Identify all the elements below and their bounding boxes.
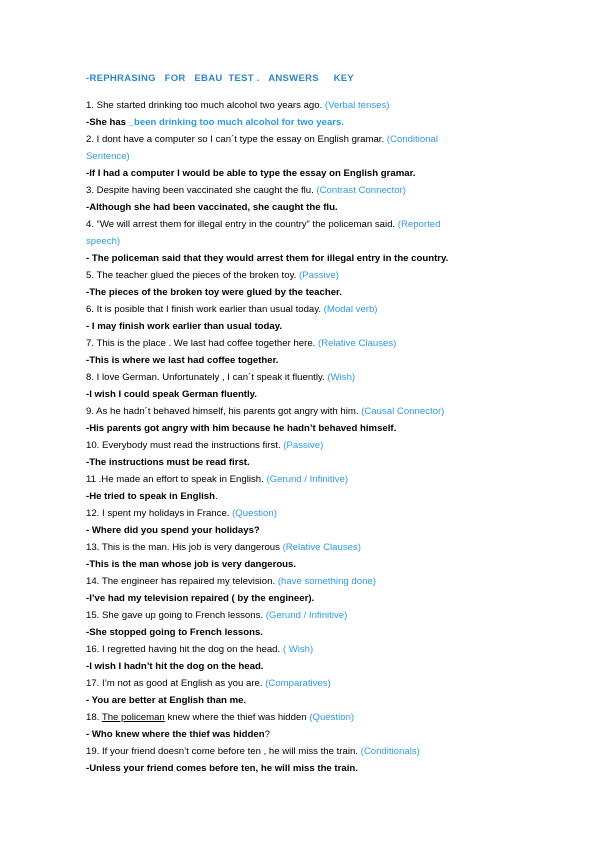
- grammar-topic-tag: (Question): [232, 508, 277, 519]
- grammar-topic-tag: (Verbal tenses): [324, 100, 390, 111]
- grammar-topic-continuation: [86, 148, 526, 165]
- answer-list: [86, 97, 526, 777]
- grammar-topic-tag: (Question): [309, 712, 355, 723]
- question-line: [86, 301, 526, 318]
- question-line: [86, 335, 526, 352]
- answer-line: [86, 726, 526, 743]
- grammar-topic-tag: (Passive): [283, 440, 324, 451]
- answer-text: - You are better at English than me.: [86, 695, 247, 706]
- grammar-topic-tag: (Relative Clauses): [282, 542, 361, 553]
- answer-line: [86, 284, 526, 301]
- question-text: 11 .He made an effort to speak in English.: [86, 474, 267, 485]
- question-text: 1. She started drinking too much alcohol two years ago.: [86, 100, 325, 111]
- question-line: [86, 607, 526, 624]
- answer-line: [86, 318, 526, 335]
- grammar-topic-tag: speech): [86, 236, 121, 247]
- grammar-topic-tag: (Passive): [298, 270, 339, 281]
- question-line: [86, 403, 526, 420]
- question-line: [86, 743, 526, 760]
- answer-text: - I may finish work earlier than usual today.: [86, 321, 283, 332]
- grammar-topic-tag: (Gerund / Infinitive): [265, 610, 348, 621]
- answer-highlight: _been drinking too much alcohol for two years.: [128, 117, 345, 128]
- question-line: [86, 131, 526, 148]
- grammar-topic-tag: (have something done): [277, 576, 376, 587]
- answer-text: -This is the man whose job is very dangerous.: [86, 559, 297, 570]
- question-text: 8. I love German. Unfortunately , I can´t speak it fluently.: [86, 372, 328, 383]
- question-text: 5. The teacher glued the pieces of the broken toy.: [86, 270, 299, 281]
- answer-text: -Unless your friend comes before ten, he will miss the train.: [86, 763, 358, 774]
- answer-text: -I’ve had my television repaired ( by the engineer).: [86, 593, 315, 604]
- question-text: 4. “We will arrest them for illegal entry in the country” the policeman said.: [86, 219, 398, 230]
- answer-line: [86, 454, 526, 471]
- answer-text: -He tried to speak in English: [86, 491, 216, 502]
- question-text: 3. Despite having been vaccinated she caught the flu.: [86, 185, 317, 196]
- question-text: knew where the thief was hidden: [164, 712, 310, 723]
- answer-line: [86, 165, 526, 182]
- question-underlined-subject: The policeman: [101, 712, 165, 723]
- question-text: 2. I dont have a computer so I can´t type the essay on English gramar.: [86, 134, 387, 145]
- answer-line: [86, 114, 526, 131]
- grammar-topic-tag: (Contrast Connector): [316, 185, 406, 196]
- grammar-topic-tag: (Causal Connector): [361, 406, 445, 417]
- grammar-topic-continuation: [86, 233, 526, 250]
- answer-line: [86, 624, 526, 641]
- answer-text: -She stopped going to French lessons.: [86, 627, 263, 638]
- question-line: [86, 505, 526, 522]
- question-text: 7. This is the place . We last had coffee together here.: [86, 338, 318, 349]
- answer-line: [86, 199, 526, 216]
- question-line: [86, 267, 526, 284]
- answer-text: -His parents got angry with him because he hadn’t behaved himself.: [86, 423, 397, 434]
- question-text: 14. The engineer has repaired my television.: [86, 576, 278, 587]
- document-title: -REPHRASING FOR EBAU TEST . ANSWERS KEY: [86, 73, 355, 84]
- answer-text: - Who knew where the thief was hidden: [86, 729, 265, 740]
- answer-line: [86, 250, 526, 267]
- answer-text: -This is where we last had coffee together.: [86, 355, 279, 366]
- question-line: [86, 641, 526, 658]
- question-line: [86, 182, 526, 199]
- answer-line: [86, 488, 526, 505]
- answer-punctuation: ?: [264, 729, 270, 740]
- grammar-topic-tag: (Gerund / Infinitive): [266, 474, 349, 485]
- question-line: [86, 573, 526, 590]
- grammar-topic-tag: (Conditional: [386, 134, 438, 145]
- question-text: 19. If your friend doesn’t come before ten , he will miss the train.: [86, 746, 361, 757]
- answer-line: [86, 556, 526, 573]
- answer-line: [86, 420, 526, 437]
- question-line: [86, 709, 526, 726]
- answer-text: -If I had a computer I would be able to type the essay on English gramar.: [86, 168, 416, 179]
- question-text: 9. As he hadn´t behaved himself, his parents got angry with him.: [86, 406, 362, 417]
- grammar-topic-tag: (Wish): [327, 372, 356, 383]
- question-line: [86, 437, 526, 454]
- question-number: 18.: [86, 712, 102, 723]
- question-text: 16. I regretted having hit the dog on the head.: [86, 644, 283, 655]
- answer-text: - The policeman said that they would arrest them for illegal entry in the country.: [86, 253, 449, 264]
- question-line: [86, 675, 526, 692]
- answer-text: -Although she had been vaccinated, she caught the flu.: [86, 202, 338, 213]
- answer-line: [86, 760, 526, 777]
- answer-text: -I wish I hadn’t hit the dog on the head.: [86, 661, 264, 672]
- question-line: [86, 471, 526, 488]
- answer-line: [86, 386, 526, 403]
- grammar-topic-tag: Sentence): [86, 151, 130, 162]
- grammar-topic-tag: ( Wish): [282, 644, 314, 655]
- question-line: [86, 369, 526, 386]
- grammar-topic-tag: (Conditionals): [360, 746, 420, 757]
- grammar-topic-tag: (Relative Clauses): [318, 338, 397, 349]
- question-line: [86, 539, 526, 556]
- answer-line: [86, 692, 526, 709]
- question-text: 13. This is the man. His job is very dangerous: [86, 542, 283, 553]
- answer-line: [86, 522, 526, 539]
- grammar-topic-tag: (Modal verb): [323, 304, 378, 315]
- answer-text: -The instructions must be read first.: [86, 457, 250, 468]
- answer-text: -The pieces of the broken toy were glued by the teacher.: [86, 287, 342, 298]
- answer-line: [86, 590, 526, 607]
- answer-text: - Where did you spend your holidays?: [86, 525, 260, 536]
- answer-punctuation: .: [215, 491, 218, 502]
- answer-line: [86, 352, 526, 369]
- answer-text: -I wish I could speak German fluently.: [86, 389, 257, 400]
- question-text: 6. It is posible that I finish work earlier than usual today.: [86, 304, 324, 315]
- grammar-topic-tag: (Reported: [397, 219, 441, 230]
- question-text: 10. Everybody must read the instructions first.: [86, 440, 284, 451]
- question-text: 17. I’m not as good at English as you are.: [86, 678, 266, 689]
- answer-text: -She has: [86, 117, 129, 128]
- grammar-topic-tag: (Comparatives): [265, 678, 331, 689]
- question-line: [86, 97, 526, 114]
- question-line: [86, 216, 526, 233]
- question-text: 12. I spent my holidays in France.: [86, 508, 233, 519]
- question-text: 15. She gave up going to French lessons.: [86, 610, 266, 621]
- answer-line: [86, 658, 526, 675]
